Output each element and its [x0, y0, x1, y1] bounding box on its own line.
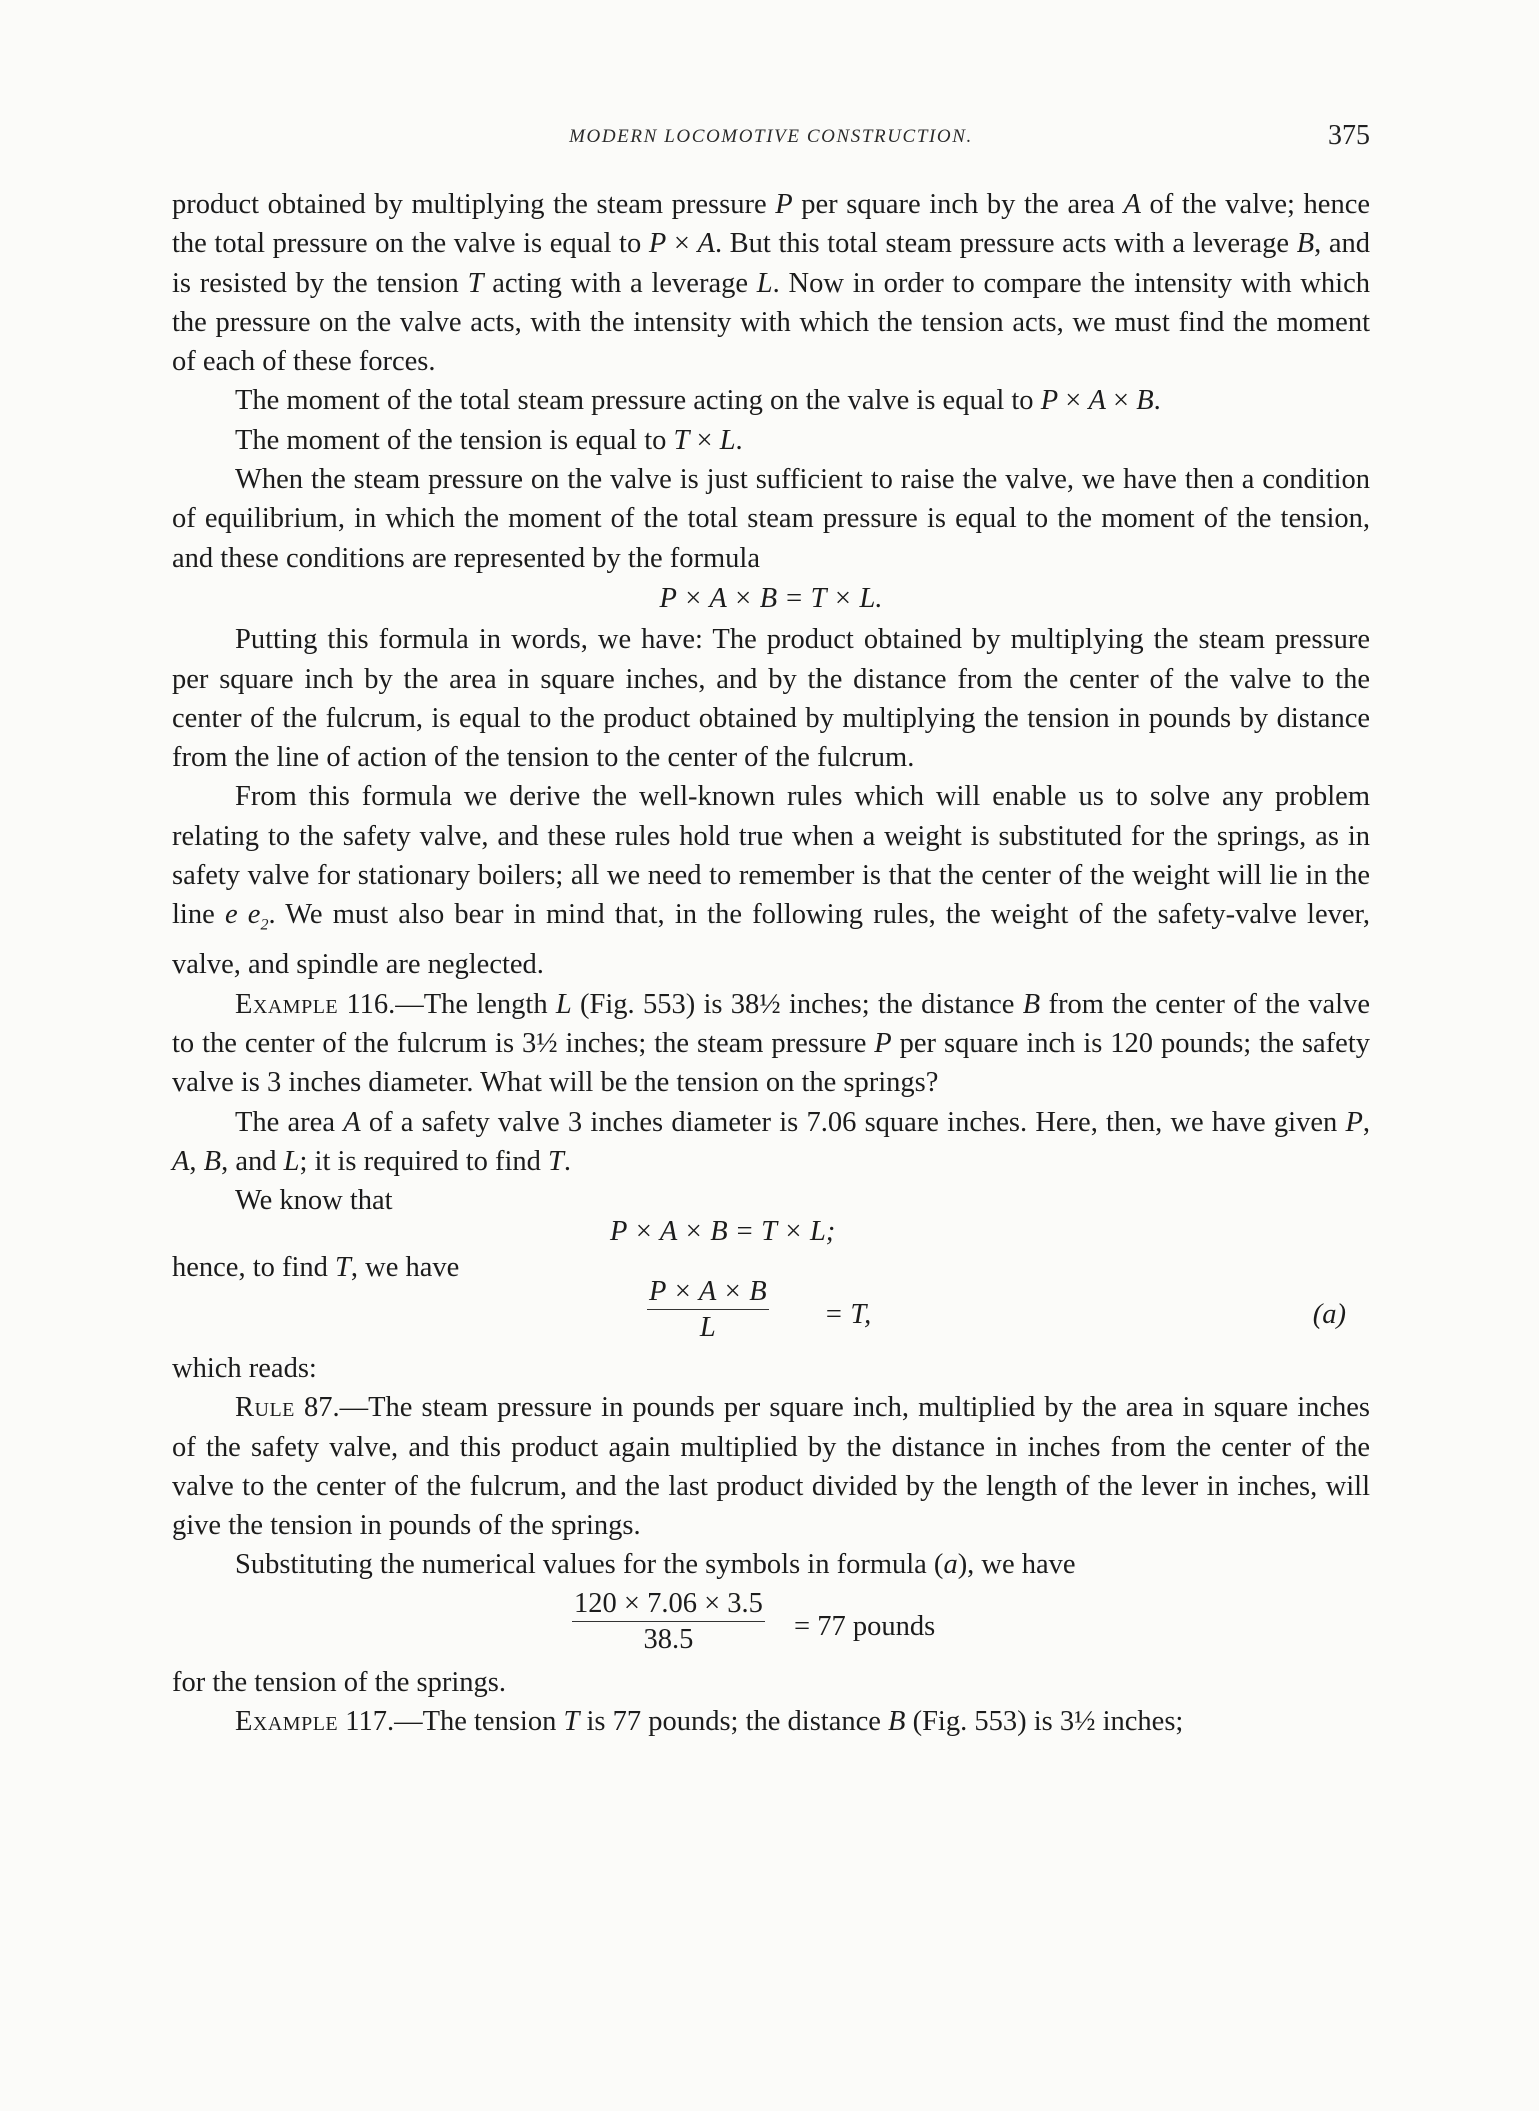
fraction: $\frac{P \times A \times B}{L}$	[649, 1276, 767, 1343]
paragraph: Example 117.—The tension T is 77 pounds; the distance B (Fig. 553) is 3½ inches;	[235, 1706, 1184, 1738]
paragraph: From this formula we derive the well-known rules which will enable us to solve any problem relating to the safety valve, and these rules hold true when a weight is substituted for the springs, as in safety valve for stationary boilers; all we need to remember is that the center of the weight will lie in the line e $e_2$. We must also bear in mind that, in the following rules, the weight of the safety-valve lever, valve, and spindle are neglected.	[172, 781, 1370, 981]
paragraph: hence, to find T, we have	[172, 1251, 460, 1283]
fraction-equation: $\frac{120 \times 7.06 \times 3.5}{38.5}$ = 77 pounds	[172, 1587, 1370, 1665]
paragraph: product obtained by multiplying the steam pressure P per square inch by the area A of the valve; hence the total pressure on the valve is equal to P × A. But this total steam pressure acts with a leverage B, and is resisted by the tension T acting with a leverage L. Now in order to compare the intensity with which the pressure on the valve acts, with the intensity with which the tension acts, we must find the moment of each of these forces.	[172, 189, 1370, 378]
equation-label: (a)	[1312, 1299, 1346, 1330]
paragraph: We know that	[235, 1185, 393, 1217]
page-number: 375	[1328, 120, 1370, 151]
running-title: MODERN LOCOMOTIVE CONSTRUCTION.	[569, 126, 973, 147]
paragraph: Putting this formula in words, we have: The product obtained by multiplying the steam pressure per square inch by the area in square inches, and by the distance from the center of the valve to the center of the fulcrum, is equal to the product obtained by multiplying the tension in pounds by distance from the line of action of the tension to the center of the fulcrum.	[172, 624, 1370, 774]
page-header	[172, 120, 1370, 160]
equation: P × A × B = T × L;	[610, 1216, 836, 1248]
paragraph: The moment of the tension is equal to T × L.	[235, 424, 743, 456]
paragraph: The area A of a safety valve 3 inches diameter is 7.06 square inches. Here, then, we have given P, A, B, and L; it is required to find T.	[172, 1106, 1370, 1177]
equation: P × A × B = T × L.	[659, 582, 883, 614]
page-body	[172, 185, 1370, 1741]
paragraph: which reads:	[172, 1353, 317, 1384]
fraction-equation: $\frac{P \times A \times B}{L}$ = T, (a)	[172, 1275, 1370, 1353]
paragraph: The moment of the total steam pressure acting on the valve is equal to P × A × B.	[235, 385, 1161, 417]
paragraph: for the tension of the springs.	[172, 1666, 507, 1698]
paragraph: Example 116.—The length L (Fig. 553) is 38½ inches; the distance B from the center of the valve to the center of the fulcrum is 3½ inches; the steam pressure P per square inch is 120 pounds; the safety valve is 3 inches diameter. What will be the tension on the springs?	[172, 988, 1371, 1099]
paragraph: Substituting the numerical values for the symbols in formula (a), we have	[235, 1549, 1076, 1581]
paragraph: When the steam pressure on the valve is just sufficient to raise the valve, we have then a condition of equilibrium, in which the moment of the total steam pressure is equal to the moment of the tension, and these conditions are represented by the formula	[172, 464, 1370, 574]
paragraph: Rule 87.—The steam pressure in pounds per square inch, multiplied by the area in square inches of the safety valve, and this product again multiplied by the distance in inches from the center of the valve to the center of the fulcrum, and the last product divided by the length of the lever in inches, will give the tension in pounds of the springs.	[172, 1392, 1371, 1542]
fraction: $\frac{120 \times 7.06 \times 3.5}{38.5}$	[574, 1587, 763, 1655]
